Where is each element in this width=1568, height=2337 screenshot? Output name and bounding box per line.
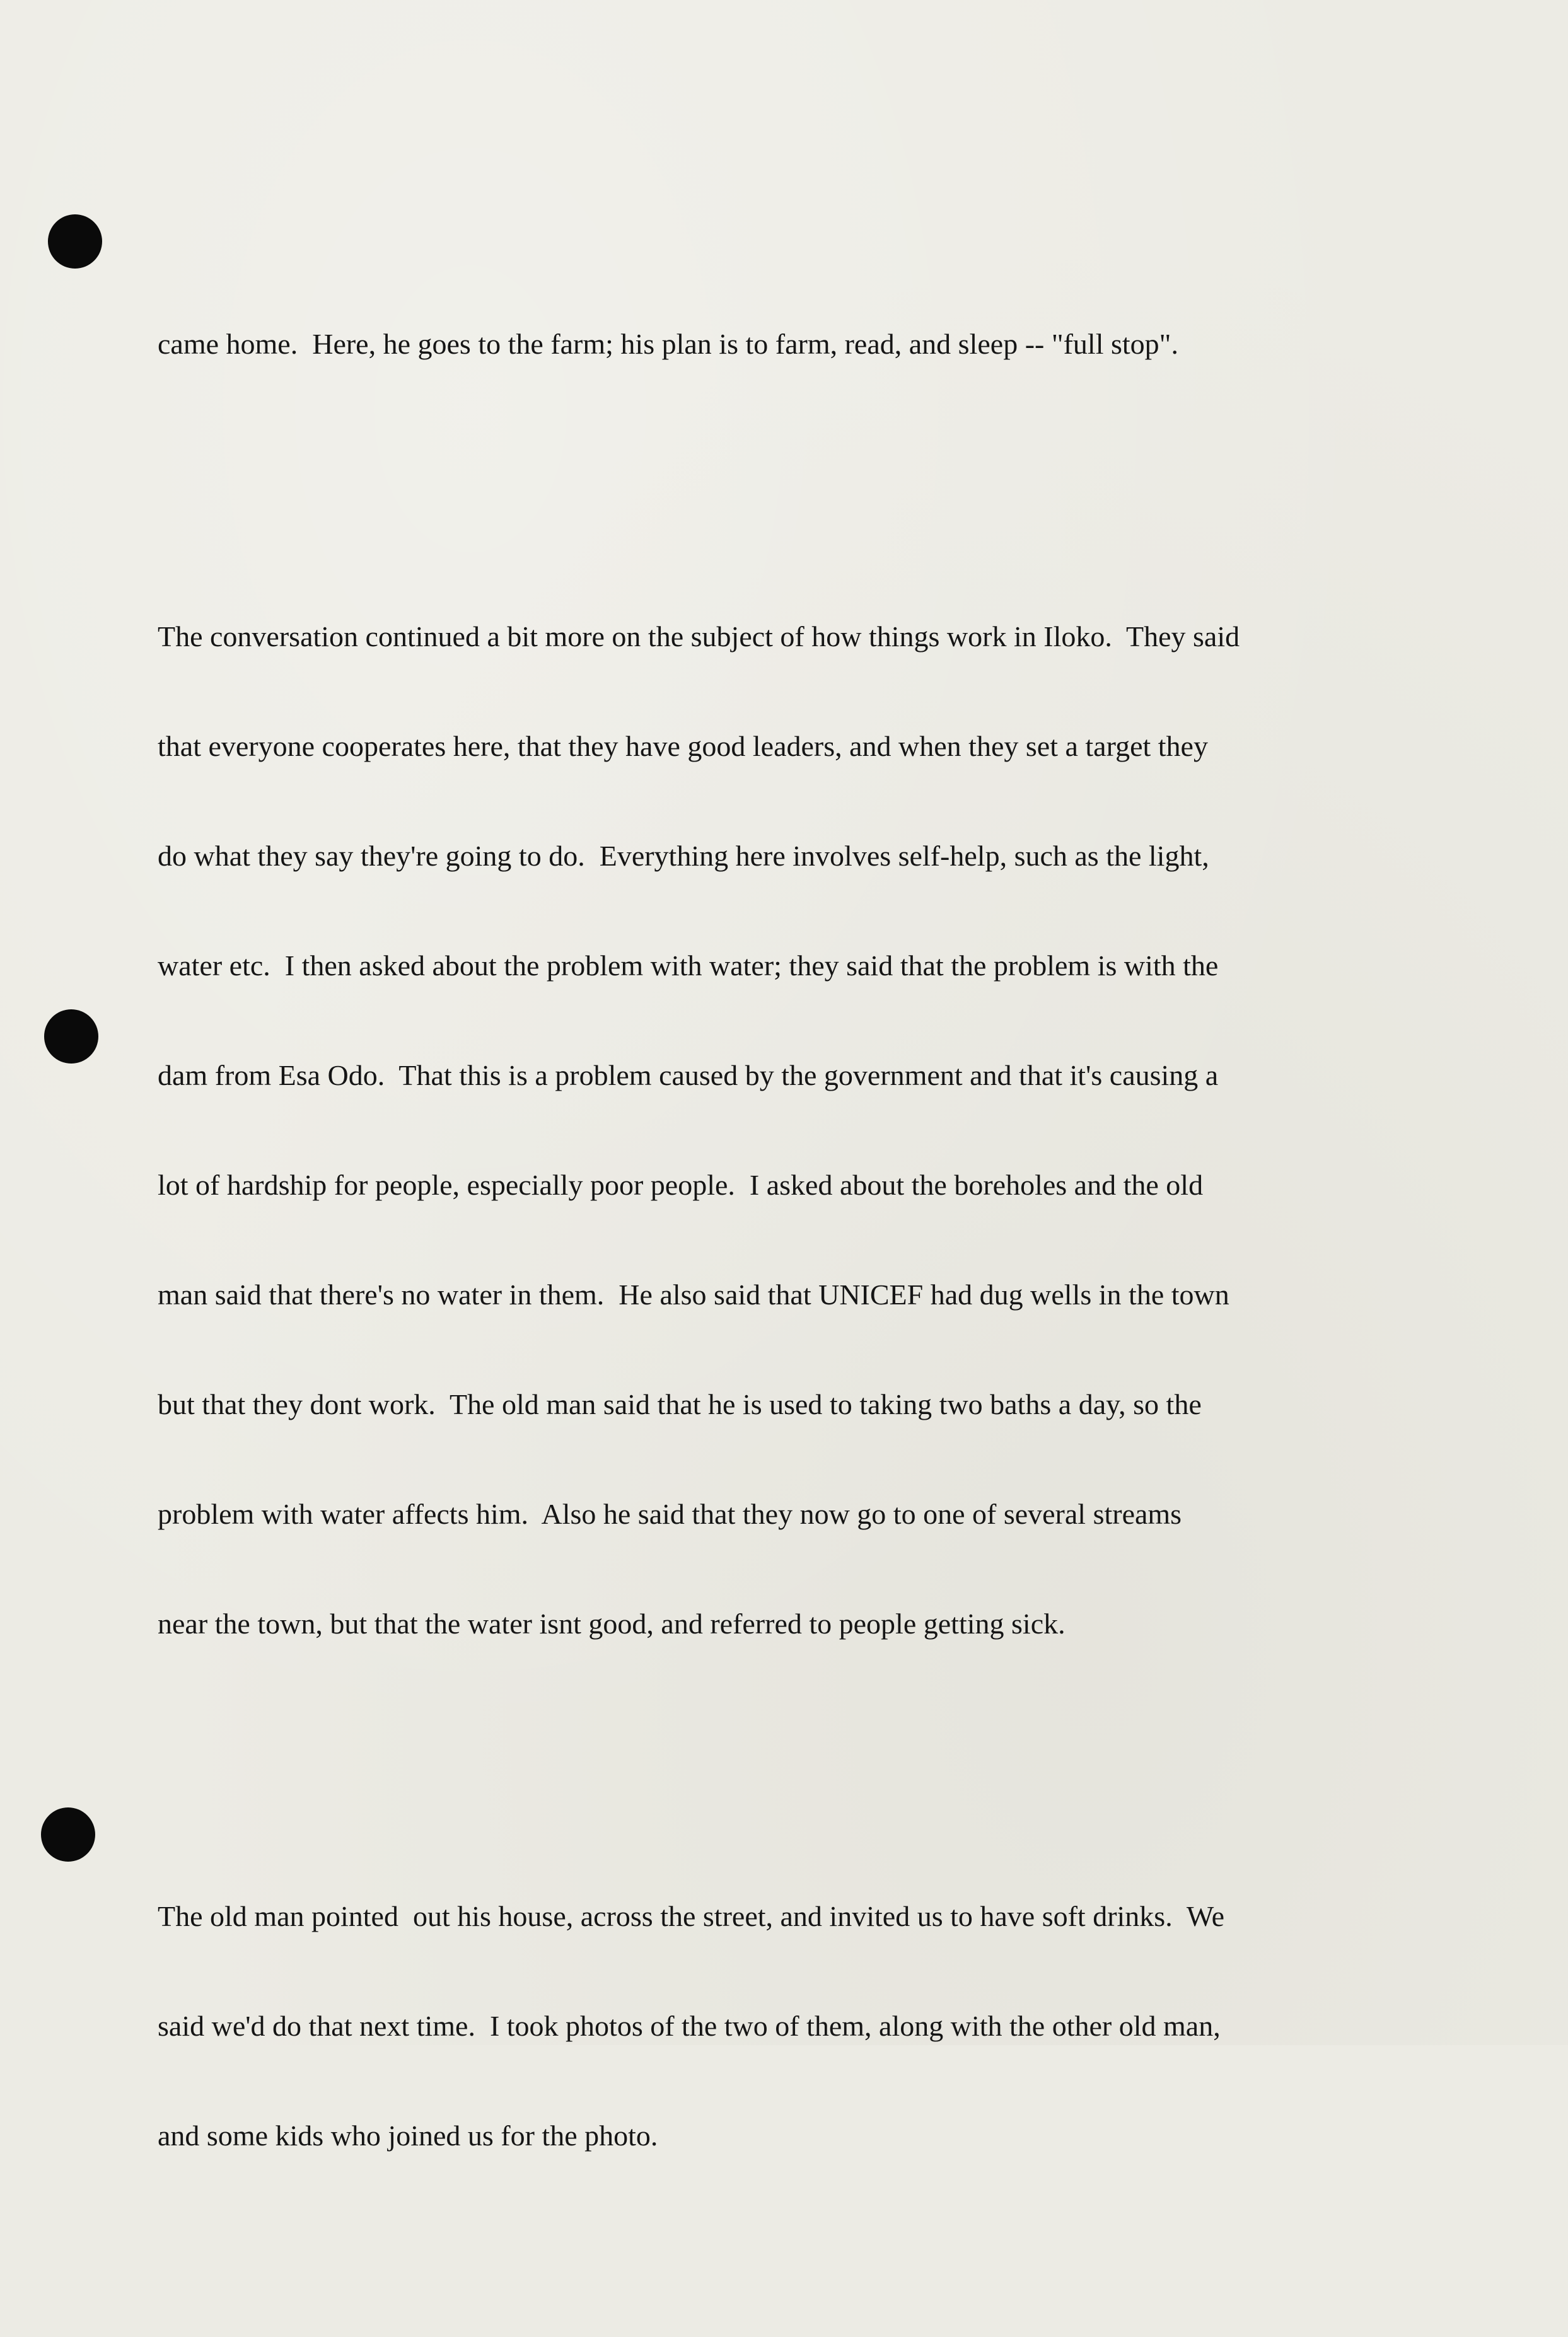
text-line: came home. Here, he goes to the farm; his plan is to farm, read, and sleep -- "full stop".	[158, 328, 1178, 360]
text-line: that everyone cooperates here, that they have good leaders, and when they set a target they	[158, 730, 1208, 762]
text-line: do what they say they're going to do. Everything here involves self-help, such as the light,	[158, 840, 1209, 872]
text-line: but that they dont work. The old man said that he is used to taking two baths a day, so the	[158, 1388, 1202, 1420]
document-body	[158, 180, 1374, 2337]
text-line: lot of hardship for people, especially poor people. I asked about the boreholes and the old	[158, 1169, 1204, 1201]
text-line: water etc. I then asked about the problem with water; they said that the problem is with the	[158, 949, 1219, 982]
paragraph-2	[158, 545, 1374, 1715]
text-line: man said that there's no water in them. He also said that UNICEF had dug wells in the town	[158, 1279, 1229, 1311]
text-line: The conversation continued a bit more on the subject of how things work in Iloko. They said	[158, 620, 1240, 652]
punch-hole-top	[48, 214, 102, 269]
text-line: and some kids who joined us for the photo.	[158, 2120, 658, 2152]
paragraph-3	[158, 1825, 1374, 2227]
text-line: said we'd do that next time. I took photos of the two of them, along with the other old man,	[158, 2010, 1221, 2042]
text-line: problem with water affects him. Also he said that they now go to one of several streams	[158, 1498, 1182, 1530]
paragraph-1	[158, 253, 1374, 436]
text-line: near the town, but that the water isnt good, and referred to people getting sick.	[158, 1608, 1066, 1640]
text-line: dam from Esa Odo. That this is a problem caused by the government and that it's causing a	[158, 1059, 1219, 1091]
text-line: The old man pointed out his house, across the street, and invited us to have soft drinks. We	[158, 1900, 1225, 1932]
punch-hole-middle	[44, 1009, 98, 1064]
punch-hole-bottom	[41, 1807, 95, 1862]
